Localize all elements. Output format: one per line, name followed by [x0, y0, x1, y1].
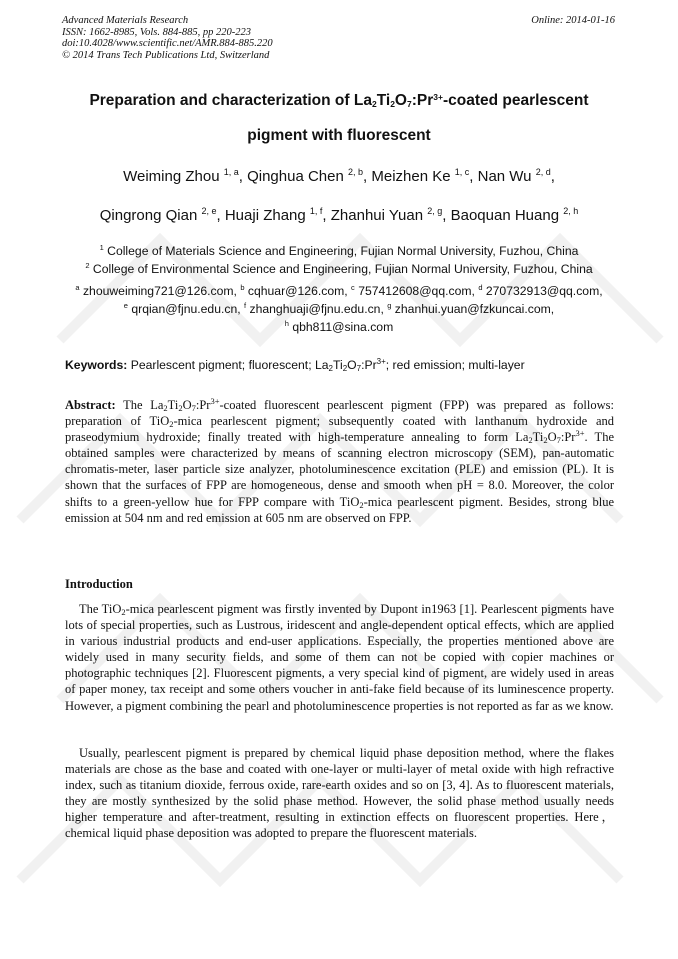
- keywords-label: Keywords:: [65, 358, 128, 372]
- email-line-2: $^e$ qrqian@fjnu.edu.cn, $^f$ zhanghuaji@fjnu.edu.cn, $^g$ zhanhui.yuan@fzkuncai.com,: [123, 301, 555, 316]
- paper-title-line2: pigment with fluorescent: [247, 127, 431, 144]
- email: zhanghuaji@fjnu.edu.cn,: [249, 302, 384, 316]
- author-line-2: Qingrong Qian $^{2, e}$, Huaji Zhang $^{1, f}$, Zhanhui Yuan $^{2, g}$, Baoquan Huang $^{2, h}$: [99, 206, 579, 224]
- journal-header: [62, 15, 273, 61]
- email: zhouweiming721@126.com,: [82, 284, 237, 298]
- email: qbh811@sina.com: [292, 320, 394, 334]
- keywords: Keywords: Pearlescent pigment; fluorescent; $La_2Ti_2O_7:Pr^{3+}$; red emission; multi-layer: [65, 357, 525, 373]
- paragraph-2: Usually, pearlescent pigment is prepared by chemical liquid phase deposition method, where the flakes materials are chose as the base and coated with one-layer or multi-layer of metal oxide with high refractive index, such as titanium dioxide, ferrous oxide, rare-earth oxides and so on [3, 4]. As to fluorescent materials, they are mostly synthesized by the solid phase method. However, the solid phase method usually needs higher temperature and after-treatment, resulting in extinction effects on fluorescent properties. Here，chemical liquid phase deposition was adopted to prepare the fluorescent materials.: [65, 746, 614, 841]
- email: cqhuar@126.com,: [247, 284, 348, 298]
- issn-line: ISSN: 1662-8985, Vols. 884-885, pp 220-223: [62, 26, 251, 38]
- email-line-3: $^h$ qbh811@sina.com: [284, 319, 394, 334]
- author: Qingrong Qian: [99, 207, 198, 224]
- author: Huaji Zhang: [224, 207, 306, 224]
- abstract: Abstract: The $La_2Ti_2O_7:Pr^{3+}$-coated fluorescent pearlescent pigment (FPP) was prepared as follows: preparation of TiO$_2$-mica pearlescent pigment; subsequently coated with lanthanum hydroxide and praseodymium hydroxide; finally treated with high-temperature annealing to form $La_2Ti_2O_7:Pr^{3+}$. The obtained samples were characterized by means of scanning electron microscopy (SEM), pan-automatic chromatis-meter, laser particle size analyzer, photoluminescence excitation (PLE) and emission (PL). It is shown that the surfaces of FPP are homogeneous, dense and smooth when pH = 8.0. Moreover, the color shifts to a green-yellow hue for FPP compare with TiO$_2$-mica pearlescent pigment. Besides, strong blue emission at 504 nm and red emission at 605 nm are observed on FPP.: [65, 396, 614, 525]
- abstract-label: Abstract:: [65, 398, 116, 412]
- email-line-1: $^a$ zhouweiming721@126.com, $^b$ cqhuar@126.com, $^c$ 757412608@qq.com, $^d$ 270732913@qq.com,: [75, 283, 603, 298]
- author: Qinghua Chen: [247, 168, 344, 185]
- email: 757412608@qq.com,: [358, 284, 475, 298]
- author: Baoquan Huang: [450, 207, 560, 224]
- author: Weiming Zhou: [123, 168, 220, 185]
- section-heading-introduction: Introduction: [65, 577, 133, 591]
- copyright-line: © 2014 Trans Tech Publications Ltd, Switzerland: [62, 49, 270, 61]
- journal-name: Advanced Materials Research: [62, 15, 189, 26]
- affiliation-1: $^1$ College of Materials Science and Engineering, Fujian Normal University, Fuzhou, China: [99, 243, 579, 258]
- doi-line: doi:10.4028/www.scientific.net/AMR.884-885.220: [62, 38, 273, 49]
- author: Zhanhui Yuan: [330, 207, 424, 224]
- affiliation-2: $^2$ College of Environmental Science and Engineering, Fujian Normal University, Fuzhou, China: [85, 261, 593, 276]
- author-line-1: Weiming Zhou $^{1, a}$, Qinghua Chen $^{2, b}$, Meizhen Ke $^{1, c}$, Nan Wu $^{2, d}$,: [123, 167, 555, 185]
- email: 270732913@qq.com,: [485, 284, 603, 298]
- author: Meizhen Ke: [371, 168, 451, 185]
- author: Nan Wu: [477, 168, 532, 185]
- online-date: Online: 2014-01-16: [531, 15, 615, 26]
- paper-title: Preparation and characterization of $La_2Ti_2O_7:Pr^{3+}$-coated pearlescent: [89, 92, 589, 109]
- email: zhanhui.yuan@fzkuncai.com,: [394, 302, 555, 316]
- paragraph-1: The TiO$_2$-mica pearlescent pigment was firstly invented by Dupont in1963 [1]. Pearlescent pigments have lots of special properties, such as Lustrous, iridescent and angle-dependent optical effects, which are applied in various industrial products and end-user applications. Especially, the properties mentioned above are widely used in many security fields, and some of them can not be copied with copier machines or photographic techniques [2]. Fluorescent pigments, a very special kind of pigment, are widely used in areas of paper money, tax receipt and some others voucher in anti-fake field because of its luminescence property. However, a pigment combining the pearl and photoluminescence properties is not reported as far as we know.: [65, 602, 614, 713]
- email: qrqian@fjnu.edu.cn,: [131, 302, 241, 316]
